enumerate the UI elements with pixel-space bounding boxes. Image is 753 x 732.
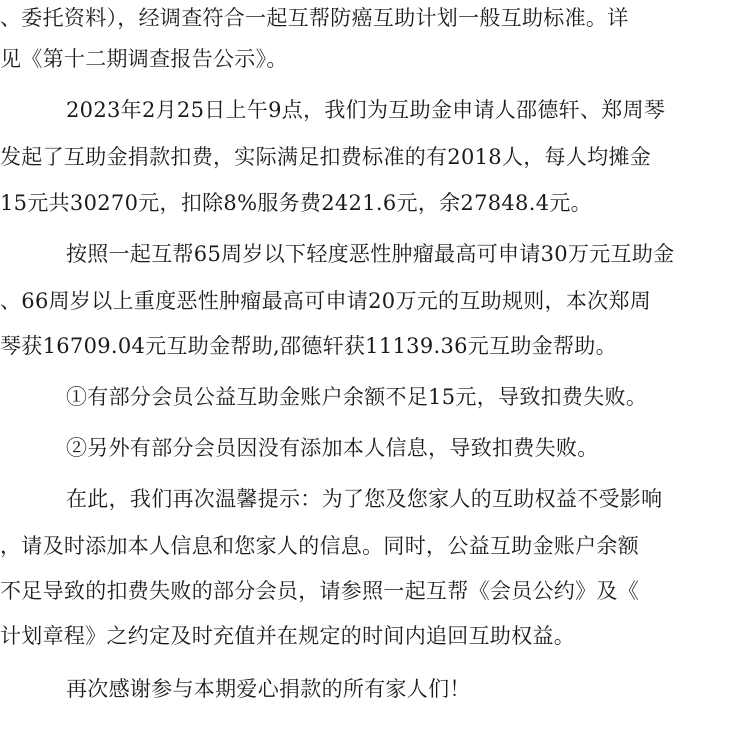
paragraph-3-line-1: 按照一起互帮65周岁以下轻度恶性肿瘤最高可申请30万元互助金 <box>66 242 675 266</box>
paragraph-2-line-3: 15元共30270元，扣除8%服务费2421.6元，余27848.4元。 <box>0 191 592 215</box>
paragraph-1-line-1: 、委托资料），经调查符合一起互帮防癌互助计划一般互助标准。详 <box>0 6 629 30</box>
paragraph-1-line-2: 见《第十二期调查报告公示》。 <box>0 47 288 71</box>
paragraph-2-line-1: 2023年2月25日上午9点，我们为互助金申请人邵德轩、郑周琴 <box>66 98 666 122</box>
paragraph-6-line-4: 计划章程》之约定及时充值并在规定的时间内追回互助权益。 <box>0 624 576 648</box>
paragraph-6-line-3: 不足导致的扣费失败的部分会员，请参照一起互帮《会员公约》及《 <box>0 579 639 603</box>
paragraph-3-line-3: 琴获16709.04元互助金帮助,邵德轩获11139.36元互助金帮助。 <box>0 334 617 358</box>
note-1: ①有部分会员公益互助金账户余额不足15元，导致扣费失败。 <box>66 385 648 409</box>
paragraph-3-line-2: 、66周岁以上重度恶性肿瘤最高可申请20万元的互助规则，本次郑周 <box>0 289 652 313</box>
paragraph-6-line-1: 在此，我们再次温馨提示：为了您及您家人的互助权益不受影响 <box>66 487 663 511</box>
paragraph-2-line-2: 发起了互助金捐款扣费，实际满足扣费标准的有2018人，每人均摊金 <box>0 145 652 169</box>
note-2: ②另外有部分会员因没有添加本人信息，导致扣费失败。 <box>66 436 599 460</box>
paragraph-6-line-2: ，请及时添加本人信息和您家人的信息。同时，公益互助金账户余额 <box>0 534 639 558</box>
closing-thanks: 再次感谢参与本期爱心捐款的所有家人们！ <box>66 677 471 701</box>
